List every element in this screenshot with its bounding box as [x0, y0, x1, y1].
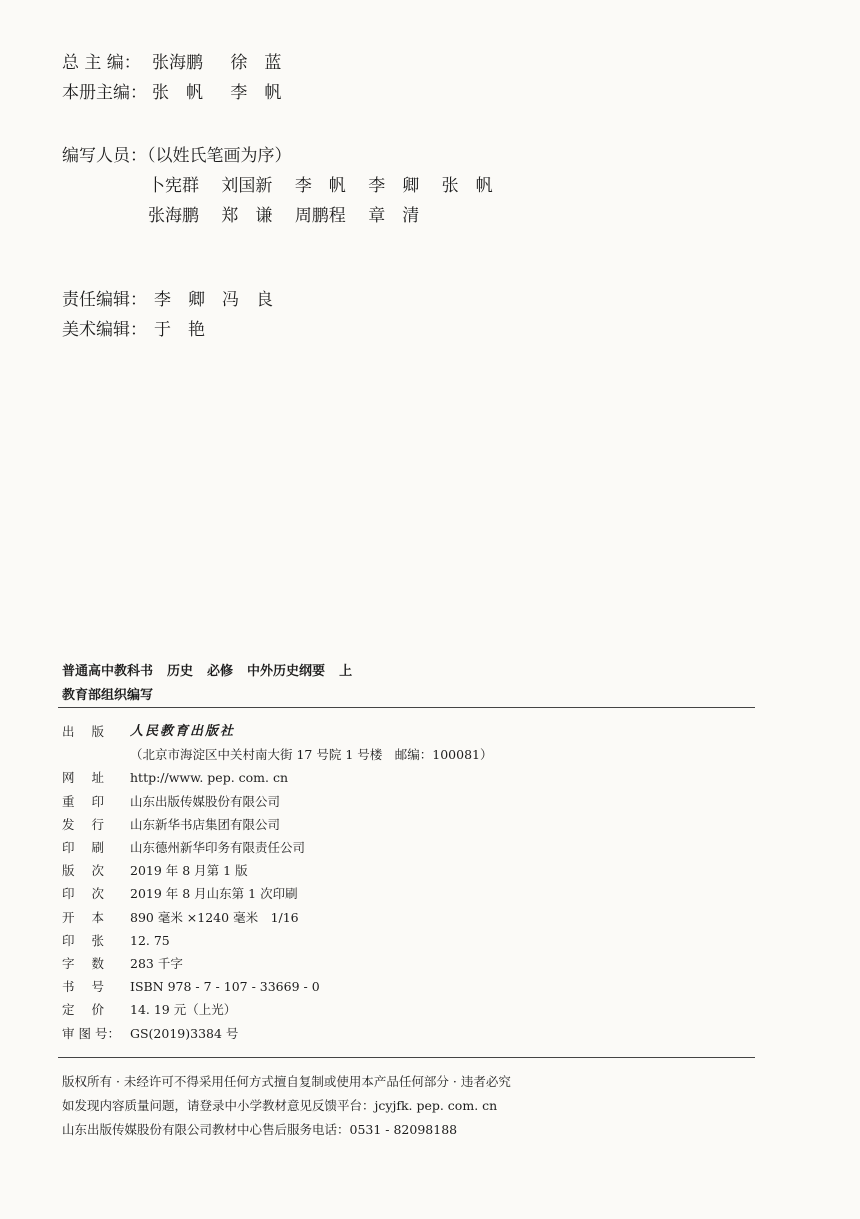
volume-editor-label: 本册主编： [62, 83, 147, 103]
info-key-char: 址 [91, 770, 104, 786]
info-key [62, 766, 104, 789]
info-row [62, 720, 492, 743]
writer-name: 周鹏程 [294, 206, 346, 226]
info-key-char: 版 [62, 863, 75, 879]
writer-name: 郑 谦 [221, 206, 273, 226]
title-part: 中外历史纲要 [247, 664, 326, 679]
art-editor-label: 美术编辑： [62, 320, 147, 340]
writer-name: 李 帆 [294, 176, 346, 196]
info-row [62, 975, 492, 998]
writers-line-1 [62, 171, 510, 201]
responsible-editor-names: 李 卿 冯 良 [154, 290, 273, 310]
info-key-char: 本 [91, 909, 104, 925]
info-key: 审 图 号： [62, 1025, 120, 1041]
info-row [62, 929, 492, 952]
info-key-char: 发 [62, 816, 75, 832]
art-editor-names: 于 艳 [154, 320, 205, 340]
info-value: ISBN 978 - 7 - 107 - 33669 - 0 [130, 979, 320, 995]
info-row [62, 766, 492, 789]
volume-editor-name: 张 帆 [152, 83, 203, 103]
footer-block [62, 1070, 511, 1142]
info-key-char: 重 [62, 793, 75, 809]
title-part: 上 [339, 664, 353, 679]
info-key-char: 网 [62, 770, 75, 786]
info-value: 2019 年 8 月第 1 版 [130, 863, 248, 879]
info-key [62, 743, 104, 766]
info-row [62, 836, 492, 859]
info-value: 山东新华书店集团有限公司 [130, 816, 281, 832]
info-row [62, 859, 492, 882]
info-key-char: 书 [62, 979, 75, 995]
info-key-char: 号 [91, 979, 104, 995]
volume-editor-name: 李 帆 [230, 83, 282, 103]
book-title [62, 660, 366, 679]
info-row [62, 743, 492, 766]
writer-name: 张 帆 [441, 176, 493, 196]
info-value: 2019 年 8 月山东第 1 次印刷 [130, 886, 298, 902]
info-value: 山东出版传媒股份有限公司 [130, 793, 281, 809]
info-key-char: 张 [91, 932, 104, 948]
info-value: 14. 19 元（上光） [130, 1002, 237, 1018]
info-key-char: 定 [62, 1002, 75, 1018]
editors-block [62, 48, 303, 108]
publication-info-table [62, 720, 492, 1045]
info-key [62, 952, 104, 975]
info-row [62, 882, 492, 905]
info-key-char: 出 [62, 724, 75, 739]
info-row [62, 906, 492, 929]
divider [58, 707, 755, 708]
title-part: 普通高中教科书 [62, 664, 154, 679]
info-key-char: 行 [91, 816, 104, 832]
service-phone: 山东出版传媒股份有限公司教材中心售后服务电话：0531 - 82098188 [62, 1122, 458, 1137]
info-row [62, 1022, 492, 1045]
info-row [62, 952, 492, 975]
info-key [62, 859, 104, 882]
info-row [62, 813, 492, 836]
info-key [62, 720, 104, 743]
info-value: 890 毫米 ×1240 毫米 1/16 [130, 909, 299, 925]
info-key [62, 813, 104, 836]
info-value: GS(2019)3384 号 [130, 1025, 239, 1041]
writer-name: 李 卿 [368, 176, 420, 196]
info-key-char: 印 [62, 886, 75, 902]
info-key-char: 价 [91, 1002, 104, 1018]
info-key-char: 字 [62, 956, 75, 972]
copyright-notice: 版权所有 · 未经许可不得采用任何方式擅自复制或使用本产品任何部分 · 违者必究 [62, 1074, 511, 1089]
chief-editor-name: 张海鹏 [152, 53, 203, 73]
info-key [62, 998, 104, 1021]
title-part: 历史 [167, 664, 194, 679]
responsible-editors-block [62, 285, 273, 345]
publisher-logo: 人民教育出版社 [130, 724, 236, 739]
chief-editor-label: 总 主 编： [62, 53, 141, 73]
writers-label: 编写人员：（以姓氏笔画为序） [62, 146, 292, 166]
divider [58, 1057, 755, 1058]
info-key [62, 790, 104, 813]
info-key [62, 929, 104, 952]
info-key-char: 版 [91, 724, 104, 739]
info-value: 283 千字 [130, 956, 183, 972]
info-key [62, 906, 104, 929]
writers-line-2 [62, 201, 510, 231]
info-key-char: 数 [91, 956, 104, 972]
volume-editor-row [62, 78, 303, 108]
title-part: 必修 [207, 664, 234, 679]
info-value: （北京市海淀区中关村南大街 17 号院 1 号楼 邮编：100081） [130, 747, 493, 763]
info-value: 山东德州新华印务有限责任公司 [130, 840, 306, 856]
writer-name: 张海鹏 [148, 206, 199, 226]
writer-name: 章 清 [368, 206, 420, 226]
chief-editor-row [62, 48, 303, 78]
info-row [62, 790, 492, 813]
info-value: http://www. pep. com. cn [130, 770, 289, 786]
info-key [62, 836, 104, 859]
feedback-notice: 如发现内容质量问题，请登录中小学教材意见反馈平台：jcyjfk. pep. com. cn [62, 1098, 498, 1113]
info-key-char: 印 [62, 840, 75, 856]
info-key-char: 次 [91, 886, 104, 902]
info-key [62, 975, 104, 998]
info-key-char: 印 [91, 793, 104, 809]
responsible-editor-label: 责任编辑： [62, 290, 147, 310]
info-value: 12. 75 [130, 932, 170, 948]
writers-block [62, 141, 510, 231]
chief-editor-name: 徐 蓝 [230, 53, 282, 73]
info-key-char: 印 [62, 932, 75, 948]
compiled-by: 教育部组织编写 [62, 688, 154, 703]
info-key-char: 刷 [91, 840, 104, 856]
info-key-char: 开 [62, 909, 75, 925]
writer-name: 刘国新 [221, 176, 273, 196]
info-key [62, 882, 104, 905]
info-row [62, 998, 492, 1021]
info-key-char: 次 [91, 863, 104, 879]
writer-name: 卜宪群 [148, 176, 199, 196]
